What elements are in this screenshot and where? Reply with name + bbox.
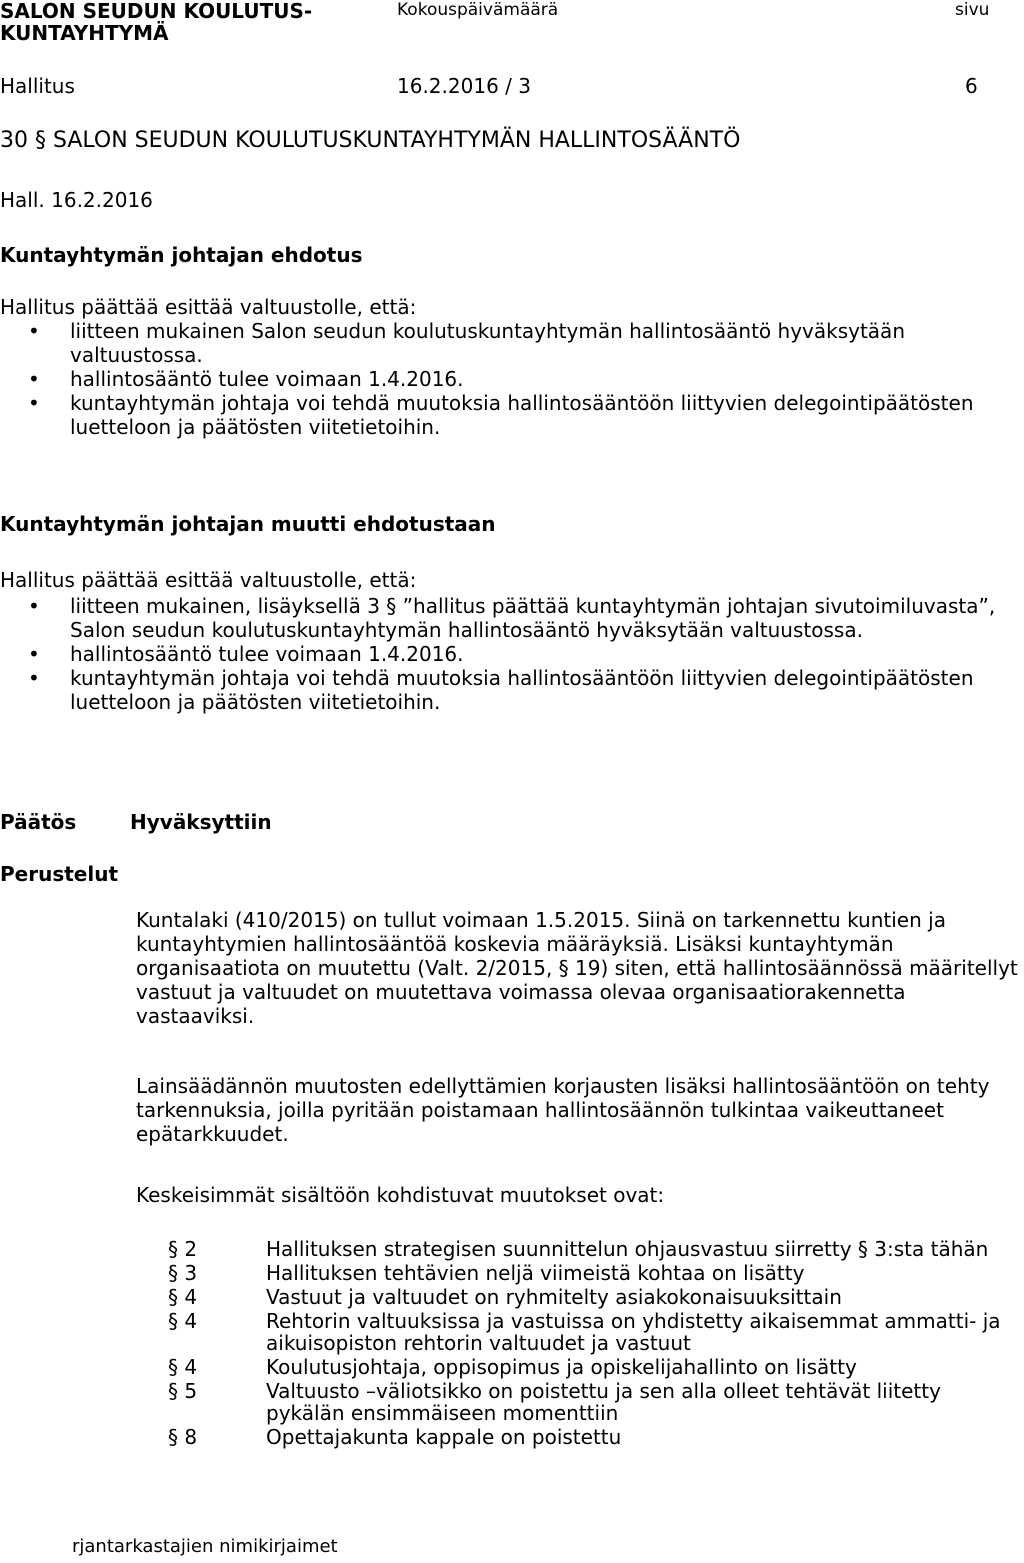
session-date: Hall. 16.2.2016 (0, 188, 153, 212)
change-text: Valtuusto –väliotsikko on poistettu ja sen alla olleet tehtävät liitetty pykälän ensimmäiseen momenttiin (266, 1379, 941, 1425)
change-row (168, 1380, 1018, 1424)
rationale-paragraph: Keskeisimmät sisältöön kohdistuvat muutokset ovat: (136, 1183, 665, 1207)
body-name: Hallitus (0, 74, 75, 98)
rationale-paragraph: Kuntalaki (410/2015) on tullut voimaan 1.5.2015. Siinä on tarkennettu kuntien ja kuntayhtymien hallintosääntöä koskevia määräyksiä. Lisäksi kuntayhtymän organisaatiota on muutettu (Valt. 2/2015, § 19) siten, että hallintosäännössä määritellyt vastuut ja valtuudet on muutettava voimassa olevaa organisaatiorakennetta vastaaviksi. (136, 908, 1018, 1028)
page-label: sivu (955, 0, 990, 20)
change-row (168, 1310, 1018, 1354)
rationale-label: Perustelut (0, 862, 119, 886)
organization-name-line1: SALON SEUDUN KOULUTUS- (0, 0, 313, 23)
change-text: Hallituksen strategisen suunnittelun ohjausvastuu siirretty § 3:sta tähän (266, 1237, 989, 1261)
change-section: § 4 (168, 1355, 198, 1379)
decision-value: Hyväksyttiin (130, 810, 272, 834)
changed-proposal-intro: Hallitus päättää esittää valtuustolle, että: (0, 568, 417, 592)
decision-label: Päätös (0, 810, 77, 834)
proposal-list (28, 319, 1018, 439)
list-item: • kuntayhtymän johtaja voi tehdä muutoksia hallintosääntöön liittyvien delegointipäätösten luetteloon ja päätösten viitetietoihin. (28, 391, 1018, 439)
change-row (168, 1426, 1018, 1448)
change-row (168, 1356, 1018, 1378)
organization-name (0, 0, 340, 44)
changes-list (168, 1238, 1018, 1448)
page-number: 6 (965, 74, 978, 98)
change-text: Koulutusjohtaja, oppisopimus ja opiskelijahallinto on lisätty (266, 1355, 857, 1379)
changed-proposal-list (28, 594, 1018, 714)
list-item: • liitteen mukainen Salon seudun koulutuskuntayhtymän hallintosääntö hyväksytään valtuustossa. (28, 319, 1018, 367)
change-row (168, 1262, 1018, 1284)
change-section: § 5 (168, 1379, 198, 1403)
section-title: 30 § SALON SEUDUN KOULUTUSKUNTAYHTYMÄN HALLINTOSÄÄNTÖ (0, 128, 741, 153)
rationale-paragraph: Lainsäädännön muutosten edellyttämien korjausten lisäksi hallintosääntöön on tehty tarkennuksia, joilla pyritään poistamaan hallintosäännön tulkintaa vaikeuttaneet epätarkkuudet. (136, 1074, 990, 1146)
change-section: § 4 (168, 1285, 198, 1309)
change-section: § 2 (168, 1237, 198, 1261)
change-text: Vastuut ja valtuudet on ryhmitelty asiakokonaisuuksittain (266, 1285, 842, 1309)
list-item: • liitteen mukainen, lisäyksellä 3 § ”hallitus päättää kuntayhtymän johtajan sivutoimiluvasta”, Salon seudun koulutuskuntayhtymän hallintosääntö hyväksytään valtuustossa. (28, 594, 1018, 642)
meeting-date-label: Kokouspäivämäärä (397, 0, 559, 20)
list-item: • kuntayhtymän johtaja voi tehdä muutoksia hallintosääntöön liittyvien delegointipäätösten luetteloon ja päätösten viitetietoihin. (28, 666, 1018, 714)
list-item: • hallintosääntö tulee voimaan 1.4.2016. (28, 642, 1018, 666)
change-text: Hallituksen tehtävien neljä viimeistä kohtaa on lisätty (266, 1261, 805, 1285)
change-row (168, 1238, 1018, 1260)
proposal-intro: Hallitus päättää esittää valtuustolle, että: (0, 295, 417, 319)
organization-name-line2: KUNTAYHTYMÄ (0, 21, 169, 45)
change-section: § 3 (168, 1261, 198, 1285)
change-text: Rehtorin valtuuksissa ja vastuissa on yhdistetty aikaisemmat ammatti- ja aikuisopiston rehtorin valtuudet ja vastuut (266, 1309, 1001, 1355)
change-section: § 8 (168, 1425, 198, 1449)
change-row (168, 1286, 1018, 1308)
change-section: § 4 (168, 1309, 198, 1333)
initials-label: rjantarkastajien nimikirjaimet (72, 1536, 338, 1557)
list-item: • hallintosääntö tulee voimaan 1.4.2016. (28, 367, 1018, 391)
changed-proposal-heading: Kuntayhtymän johtajan muutti ehdotustaan (0, 512, 496, 536)
proposal-heading: Kuntayhtymän johtajan ehdotus (0, 243, 363, 267)
change-text: Opettajakunta kappale on poistettu (266, 1425, 622, 1449)
meeting-date-number: 16.2.2016 / 3 (397, 74, 531, 98)
